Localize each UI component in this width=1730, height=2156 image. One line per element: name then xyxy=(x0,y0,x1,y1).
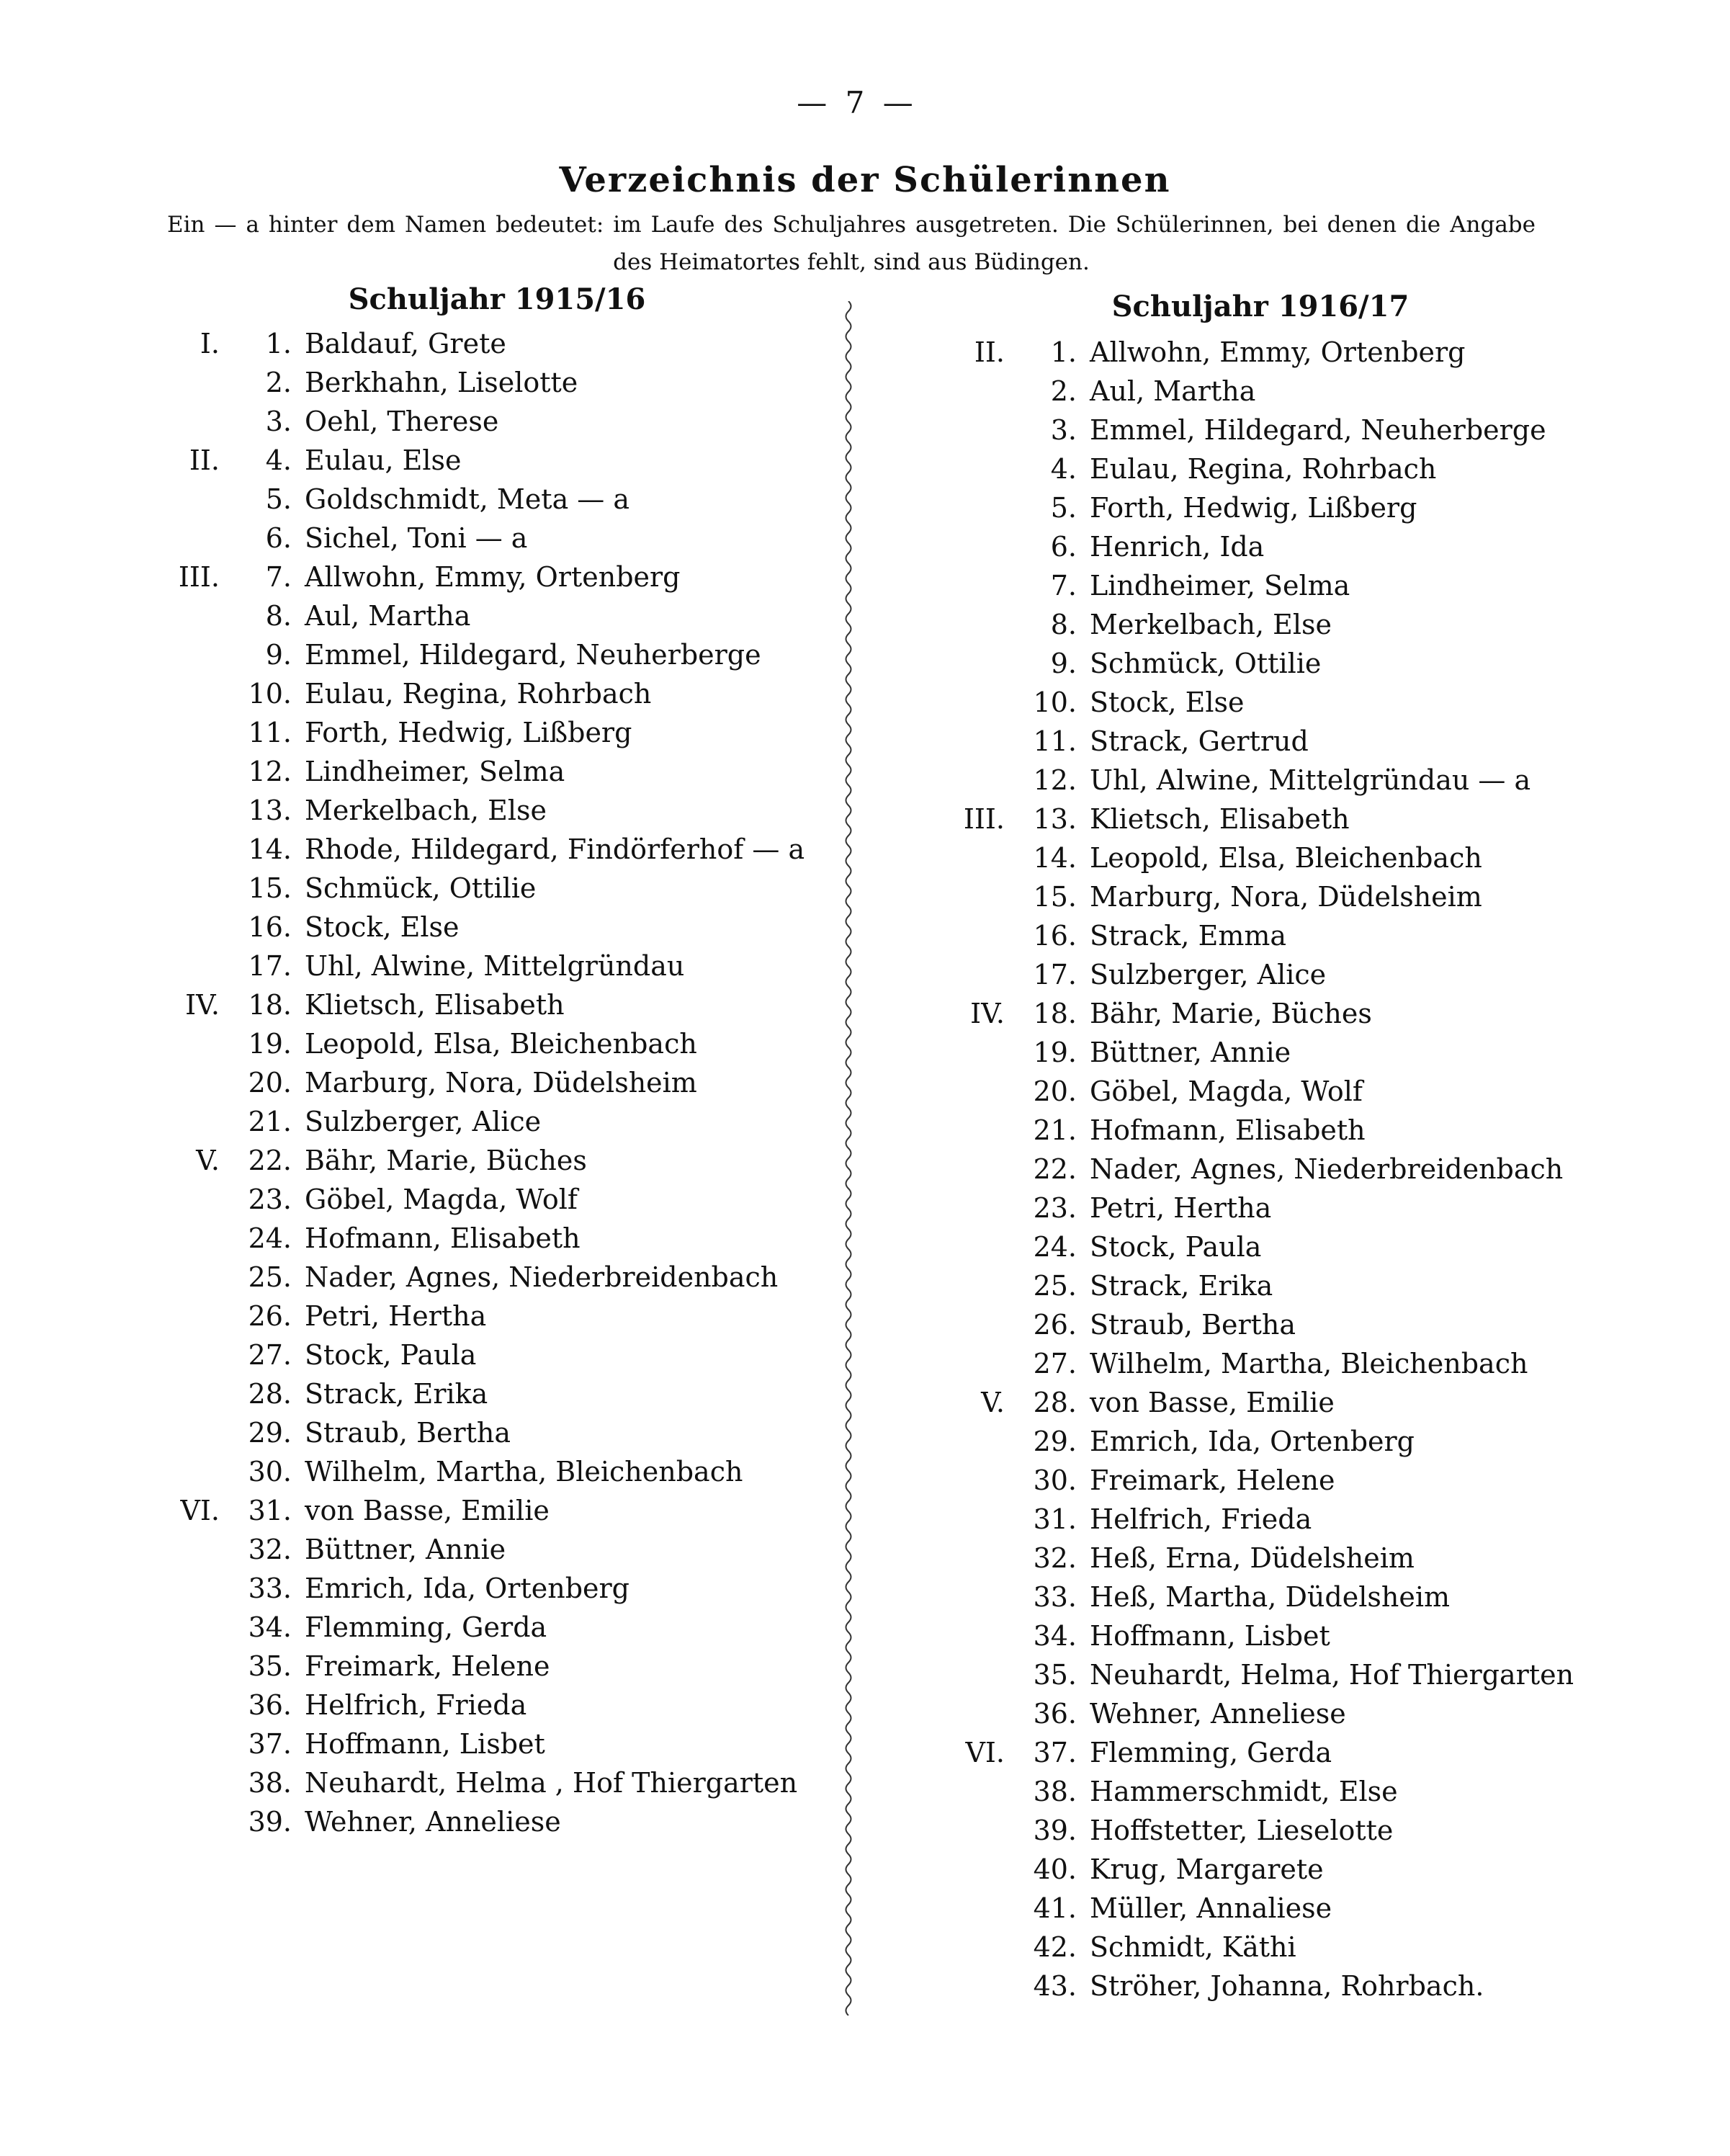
student-entry xyxy=(144,324,805,363)
student-name: Bähr, Marie, Büches xyxy=(1090,998,1372,1029)
entry-number: 9. xyxy=(1050,648,1077,679)
student-name: Petri, Hertha xyxy=(305,1300,487,1332)
student-entry xyxy=(144,1180,805,1219)
student-entry xyxy=(144,947,805,985)
student-entry xyxy=(929,1305,1574,1344)
student-entry xyxy=(144,1802,805,1841)
entry-number: 1. xyxy=(265,328,292,359)
entry-number: 18. xyxy=(248,989,292,1021)
student-entry xyxy=(929,1227,1574,1266)
class-grade: III. xyxy=(963,803,1005,835)
student-entry xyxy=(144,635,805,674)
student-name: Lindheimer, Selma xyxy=(1090,570,1350,601)
entry-number: 27. xyxy=(1033,1348,1077,1379)
student-name: Marburg, Nora, Düdelsheim xyxy=(305,1067,697,1099)
entry-number: 7. xyxy=(1050,570,1077,601)
student-entry xyxy=(144,869,805,908)
explanatory-note xyxy=(167,206,1536,281)
student-name: Emrich, Ida, Ortenberg xyxy=(305,1573,630,1604)
entry-number: 23. xyxy=(248,1184,292,1215)
student-entry xyxy=(144,1024,805,1063)
student-name: Emmel, Hildegard, Neuherberge xyxy=(1090,414,1546,446)
student-entry xyxy=(144,830,805,869)
student-entry xyxy=(929,1344,1574,1383)
student-name: Allwohn, Emmy, Ortenberg xyxy=(305,561,681,593)
entry-number: 35. xyxy=(1033,1659,1077,1691)
class-grade: IV. xyxy=(185,989,220,1021)
student-name: Schmidt, Käthi xyxy=(1090,1931,1296,1963)
entry-number: 33. xyxy=(248,1573,292,1604)
entry-number: 37. xyxy=(248,1728,292,1760)
student-entry xyxy=(929,566,1574,605)
student-name: Stock, Else xyxy=(305,911,460,943)
student-entry xyxy=(929,1383,1574,1422)
student-name: Schmück, Ottilie xyxy=(305,872,537,904)
entry-number: 25. xyxy=(1033,1270,1077,1302)
student-entry xyxy=(144,1374,805,1413)
student-name: Aul, Martha xyxy=(305,600,471,632)
student-entry xyxy=(144,480,805,519)
entry-number: 4. xyxy=(265,444,292,476)
student-entry xyxy=(144,441,805,480)
entry-number: 34. xyxy=(1033,1620,1077,1652)
student-name: Müller, Annaliese xyxy=(1090,1892,1332,1924)
entry-number: 26. xyxy=(248,1300,292,1332)
entry-number: 28. xyxy=(1033,1387,1077,1418)
student-entry xyxy=(144,596,805,635)
student-name: Sulzberger, Alice xyxy=(1090,959,1327,990)
student-entry xyxy=(929,1266,1574,1305)
note-line-2: des Heimatortes fehlt, sind aus Büdingen. xyxy=(613,249,1090,275)
entry-number: 42. xyxy=(1033,1931,1077,1963)
student-entry xyxy=(144,1569,805,1608)
entry-number: 19. xyxy=(1033,1037,1077,1068)
student-entry xyxy=(144,1491,805,1530)
entry-number: 5. xyxy=(265,483,292,515)
entry-number: 5. xyxy=(1050,492,1077,524)
student-entry xyxy=(144,985,805,1024)
page-number: — 7 — xyxy=(797,85,918,120)
student-entry xyxy=(144,1258,805,1297)
class-grade: III. xyxy=(178,561,220,593)
student-entry xyxy=(144,1102,805,1141)
student-name: Büttner, Annie xyxy=(305,1534,506,1565)
student-name: Wehner, Anneliese xyxy=(305,1806,561,1838)
student-name: von Basse, Emilie xyxy=(305,1495,550,1526)
student-name: Nader, Agnes, Niederbreidenbach xyxy=(305,1261,779,1293)
student-name: Goldschmidt, Meta — a xyxy=(305,483,630,515)
student-name: Straub, Bertha xyxy=(1090,1309,1296,1341)
entry-number: 9. xyxy=(265,639,292,671)
student-entry xyxy=(929,722,1574,761)
class-grade: I. xyxy=(200,328,220,359)
student-entry xyxy=(929,955,1574,994)
entry-number: 10. xyxy=(1033,686,1077,718)
student-entry xyxy=(144,713,805,752)
entry-number: 43. xyxy=(1033,1970,1077,2002)
student-name: Heß, Martha, Düdelsheim xyxy=(1090,1581,1451,1613)
student-entry xyxy=(929,1033,1574,1072)
entry-number: 23. xyxy=(1033,1192,1077,1224)
entry-number: 20. xyxy=(1033,1075,1077,1107)
student-entry xyxy=(144,674,805,713)
student-entry xyxy=(929,1461,1574,1500)
student-name: Krug, Margarete xyxy=(1090,1853,1324,1885)
student-name: Stock, Paula xyxy=(305,1339,477,1371)
student-name: von Basse, Emilie xyxy=(1090,1387,1335,1418)
school-year-1915-header: Schuljahr 1915/16 xyxy=(348,282,646,316)
student-name: Göbel, Magda, Wolf xyxy=(1090,1075,1363,1107)
student-entry xyxy=(144,519,805,558)
entry-number: 31. xyxy=(248,1495,292,1526)
entry-number: 16. xyxy=(1033,920,1077,952)
student-entry xyxy=(929,1967,1574,2005)
entry-number: 38. xyxy=(248,1767,292,1799)
student-name: Stock, Else xyxy=(1090,686,1245,718)
student-entry xyxy=(929,1616,1574,1655)
entry-number: 37. xyxy=(1033,1737,1077,1768)
student-entry xyxy=(929,1578,1574,1616)
student-name: Berkhahn, Liselotte xyxy=(305,367,578,398)
student-name: Forth, Hedwig, Lißberg xyxy=(1090,492,1417,524)
student-name: Strack, Gertrud xyxy=(1090,725,1309,757)
student-entry xyxy=(929,1422,1574,1461)
student-name: Oehl, Therese xyxy=(305,406,499,437)
entry-number: 24. xyxy=(1033,1231,1077,1263)
student-name: Petri, Hertha xyxy=(1090,1192,1272,1224)
entry-number: 26. xyxy=(1033,1309,1077,1341)
student-entry xyxy=(929,449,1574,488)
student-name: Henrich, Ida xyxy=(1090,531,1265,563)
entry-number: 27. xyxy=(248,1339,292,1371)
entry-number: 10. xyxy=(248,678,292,710)
entry-number: 15. xyxy=(1033,881,1077,913)
student-name: Hoffmann, Lisbet xyxy=(1090,1620,1330,1652)
entry-number: 32. xyxy=(1033,1542,1077,1574)
student-entry xyxy=(144,1297,805,1336)
student-entry xyxy=(144,1452,805,1491)
student-name: Uhl, Alwine, Mittelgründau — a xyxy=(1090,764,1531,796)
student-entry xyxy=(929,838,1574,877)
student-name: Büttner, Annie xyxy=(1090,1037,1291,1068)
student-name: Neuhardt, Helma , Hof Thiergarten xyxy=(305,1767,798,1799)
entry-number: 15. xyxy=(248,872,292,904)
student-entry xyxy=(929,1772,1574,1811)
student-name: Marburg, Nora, Düdelsheim xyxy=(1090,881,1482,913)
entry-number: 1. xyxy=(1050,336,1077,368)
student-name: Allwohn, Emmy, Ortenberg xyxy=(1090,336,1466,368)
student-name: Straub, Bertha xyxy=(305,1417,511,1449)
entry-number: 4. xyxy=(1050,453,1077,485)
student-entry xyxy=(929,372,1574,411)
note-line-1: Ein — a hinter dem Namen bedeutet: im Laufe des Schuljahres ausgetreten. Die Schülerinnen, bei denen die Angabe xyxy=(167,212,1536,238)
student-name: Eulau, Else xyxy=(305,444,462,476)
student-name: Ströher, Johanna, Rohrbach. xyxy=(1090,1970,1484,2002)
entry-number: 38. xyxy=(1033,1776,1077,1807)
student-name: Helfrich, Frieda xyxy=(305,1689,527,1721)
student-entry xyxy=(929,333,1574,372)
student-entry xyxy=(144,1413,805,1452)
student-name: Baldauf, Grete xyxy=(305,328,506,359)
student-name: Aul, Martha xyxy=(1090,375,1256,407)
student-entry xyxy=(144,908,805,947)
entry-number: 3. xyxy=(1050,414,1077,446)
student-name: Stock, Paula xyxy=(1090,1231,1262,1263)
school-year-1916-header: Schuljahr 1916/17 xyxy=(1111,290,1409,323)
student-entry xyxy=(929,994,1574,1033)
student-entry xyxy=(929,1694,1574,1733)
student-entry xyxy=(929,1500,1574,1539)
student-entry xyxy=(144,1141,805,1180)
class-grade: V. xyxy=(196,1145,220,1176)
entry-number: 17. xyxy=(248,950,292,982)
page-title: Verzeichnis der Schülerinnen xyxy=(559,160,1171,200)
student-name: Flemming, Gerda xyxy=(1090,1737,1332,1768)
student-entry xyxy=(929,761,1574,800)
student-name: Bähr, Marie, Büches xyxy=(305,1145,587,1176)
student-list-1915-16 xyxy=(144,324,805,1841)
entry-number: 41. xyxy=(1033,1892,1077,1924)
student-name: Neuhardt, Helma, Hof Thiergarten xyxy=(1090,1659,1574,1691)
student-name: Schmück, Ottilie xyxy=(1090,648,1322,679)
student-name: Sichel, Toni — a xyxy=(305,522,528,554)
class-grade: II. xyxy=(189,444,220,476)
student-name: Uhl, Alwine, Mittelgründau xyxy=(305,950,685,982)
student-name: Eulau, Regina, Rohrbach xyxy=(305,678,652,710)
entry-number: 22. xyxy=(1033,1153,1077,1185)
entry-number: 29. xyxy=(248,1417,292,1449)
entry-number: 13. xyxy=(1033,803,1077,835)
student-entry xyxy=(144,1647,805,1686)
entry-number: 3. xyxy=(265,406,292,437)
student-entry xyxy=(929,1655,1574,1694)
class-grade: IV. xyxy=(970,998,1005,1029)
entry-number: 16. xyxy=(248,911,292,943)
student-name: Hofmann, Elisabeth xyxy=(305,1222,581,1254)
entry-number: 14. xyxy=(248,833,292,865)
student-entry xyxy=(929,916,1574,955)
entry-number: 11. xyxy=(1033,725,1077,757)
entry-number: 2. xyxy=(1050,375,1077,407)
entry-number: 40. xyxy=(1033,1853,1077,1885)
entry-number: 21. xyxy=(1033,1114,1077,1146)
student-name: Hofmann, Elisabeth xyxy=(1090,1114,1366,1146)
student-name: Heß, Erna, Düdelsheim xyxy=(1090,1542,1415,1574)
student-name: Strack, Erika xyxy=(1090,1270,1273,1302)
student-name: Eulau, Regina, Rohrbach xyxy=(1090,453,1437,485)
student-name: Helfrich, Frieda xyxy=(1090,1503,1312,1535)
student-entry xyxy=(144,1336,805,1374)
student-entry xyxy=(144,791,805,830)
student-entry xyxy=(144,1608,805,1647)
entry-number: 18. xyxy=(1033,998,1077,1029)
student-name: Wehner, Anneliese xyxy=(1090,1698,1346,1730)
entry-number: 12. xyxy=(248,756,292,787)
entry-number: 24. xyxy=(248,1222,292,1254)
entry-number: 11. xyxy=(248,717,292,748)
student-name: Leopold, Elsa, Bleichenbach xyxy=(1090,842,1482,874)
wavy-column-divider xyxy=(841,301,856,2016)
student-name: Freimark, Helene xyxy=(305,1650,550,1682)
student-entry xyxy=(929,605,1574,644)
entry-number: 39. xyxy=(1033,1815,1077,1846)
entry-number: 12. xyxy=(1033,764,1077,796)
student-name: Nader, Agnes, Niederbreidenbach xyxy=(1090,1153,1564,1185)
entry-number: 28. xyxy=(248,1378,292,1410)
student-entry xyxy=(929,800,1574,838)
student-name: Göbel, Magda, Wolf xyxy=(305,1184,578,1215)
student-entry xyxy=(929,683,1574,722)
entry-number: 13. xyxy=(248,795,292,826)
entry-number: 21. xyxy=(248,1106,292,1137)
student-entry xyxy=(929,1111,1574,1150)
entry-number: 8. xyxy=(265,600,292,632)
student-entry xyxy=(929,644,1574,683)
student-name: Merkelbach, Else xyxy=(1090,609,1332,640)
student-name: Lindheimer, Selma xyxy=(305,756,565,787)
student-name: Sulzberger, Alice xyxy=(305,1106,542,1137)
student-entry xyxy=(144,558,805,596)
student-name: Strack, Erika xyxy=(305,1378,488,1410)
entry-number: 25. xyxy=(248,1261,292,1293)
student-entry xyxy=(144,1530,805,1569)
student-name: Hoffstetter, Lieselotte xyxy=(1090,1815,1394,1846)
student-entry xyxy=(929,527,1574,566)
student-entry xyxy=(144,402,805,441)
entry-number: 33. xyxy=(1033,1581,1077,1613)
entry-number: 30. xyxy=(248,1456,292,1488)
student-entry xyxy=(929,1539,1574,1578)
student-entry xyxy=(929,411,1574,449)
student-entry xyxy=(929,1928,1574,1967)
entry-number: 6. xyxy=(1050,531,1077,563)
entry-number: 36. xyxy=(248,1689,292,1721)
student-entry xyxy=(929,488,1574,527)
entry-number: 2. xyxy=(265,367,292,398)
student-entry xyxy=(144,1219,805,1258)
student-name: Rhode, Hildegard, Findörferhof — a xyxy=(305,833,805,865)
class-grade: V. xyxy=(981,1387,1005,1418)
student-entry xyxy=(929,1072,1574,1111)
entry-number: 22. xyxy=(248,1145,292,1176)
entry-number: 19. xyxy=(248,1028,292,1060)
student-name: Merkelbach, Else xyxy=(305,795,547,826)
student-name: Klietsch, Elisabeth xyxy=(1090,803,1350,835)
student-entry xyxy=(144,1763,805,1802)
entry-number: 17. xyxy=(1033,959,1077,990)
student-name: Klietsch, Elisabeth xyxy=(305,989,565,1021)
student-entry xyxy=(929,1850,1574,1889)
student-entry xyxy=(929,1733,1574,1772)
student-entry xyxy=(144,1725,805,1763)
student-entry xyxy=(929,1889,1574,1928)
entry-number: 31. xyxy=(1033,1503,1077,1535)
entry-number: 6. xyxy=(265,522,292,554)
class-grade: VI. xyxy=(965,1737,1005,1768)
entry-number: 35. xyxy=(248,1650,292,1682)
student-name: Leopold, Elsa, Bleichenbach xyxy=(305,1028,697,1060)
student-entry xyxy=(144,1686,805,1725)
entry-number: 32. xyxy=(248,1534,292,1565)
entry-number: 36. xyxy=(1033,1698,1077,1730)
student-entry xyxy=(929,1189,1574,1227)
entry-number: 34. xyxy=(248,1611,292,1643)
class-grade: II. xyxy=(974,336,1005,368)
student-name: Emmel, Hildegard, Neuherberge xyxy=(305,639,761,671)
entry-number: 7. xyxy=(265,561,292,593)
entry-number: 29. xyxy=(1033,1426,1077,1457)
student-name: Emrich, Ida, Ortenberg xyxy=(1090,1426,1415,1457)
entry-number: 14. xyxy=(1033,842,1077,874)
entry-number: 20. xyxy=(248,1067,292,1099)
student-name: Forth, Hedwig, Lißberg xyxy=(305,717,632,748)
entry-number: 39. xyxy=(248,1806,292,1838)
student-name: Wilhelm, Martha, Bleichenbach xyxy=(305,1456,743,1488)
student-name: Flemming, Gerda xyxy=(305,1611,547,1643)
student-name: Hammerschmidt, Else xyxy=(1090,1776,1398,1807)
entry-number: 8. xyxy=(1050,609,1077,640)
student-entry xyxy=(144,752,805,791)
entry-number: 30. xyxy=(1033,1464,1077,1496)
student-entry xyxy=(144,1063,805,1102)
student-entry xyxy=(929,877,1574,916)
student-entry xyxy=(144,363,805,402)
student-name: Wilhelm, Martha, Bleichenbach xyxy=(1090,1348,1528,1379)
student-name: Freimark, Helene xyxy=(1090,1464,1335,1496)
student-entry xyxy=(929,1811,1574,1850)
student-name: Hoffmann, Lisbet xyxy=(305,1728,545,1760)
student-entry xyxy=(929,1150,1574,1189)
student-list-1916-17 xyxy=(929,333,1574,2005)
class-grade: VI. xyxy=(180,1495,220,1526)
student-name: Strack, Emma xyxy=(1090,920,1287,952)
